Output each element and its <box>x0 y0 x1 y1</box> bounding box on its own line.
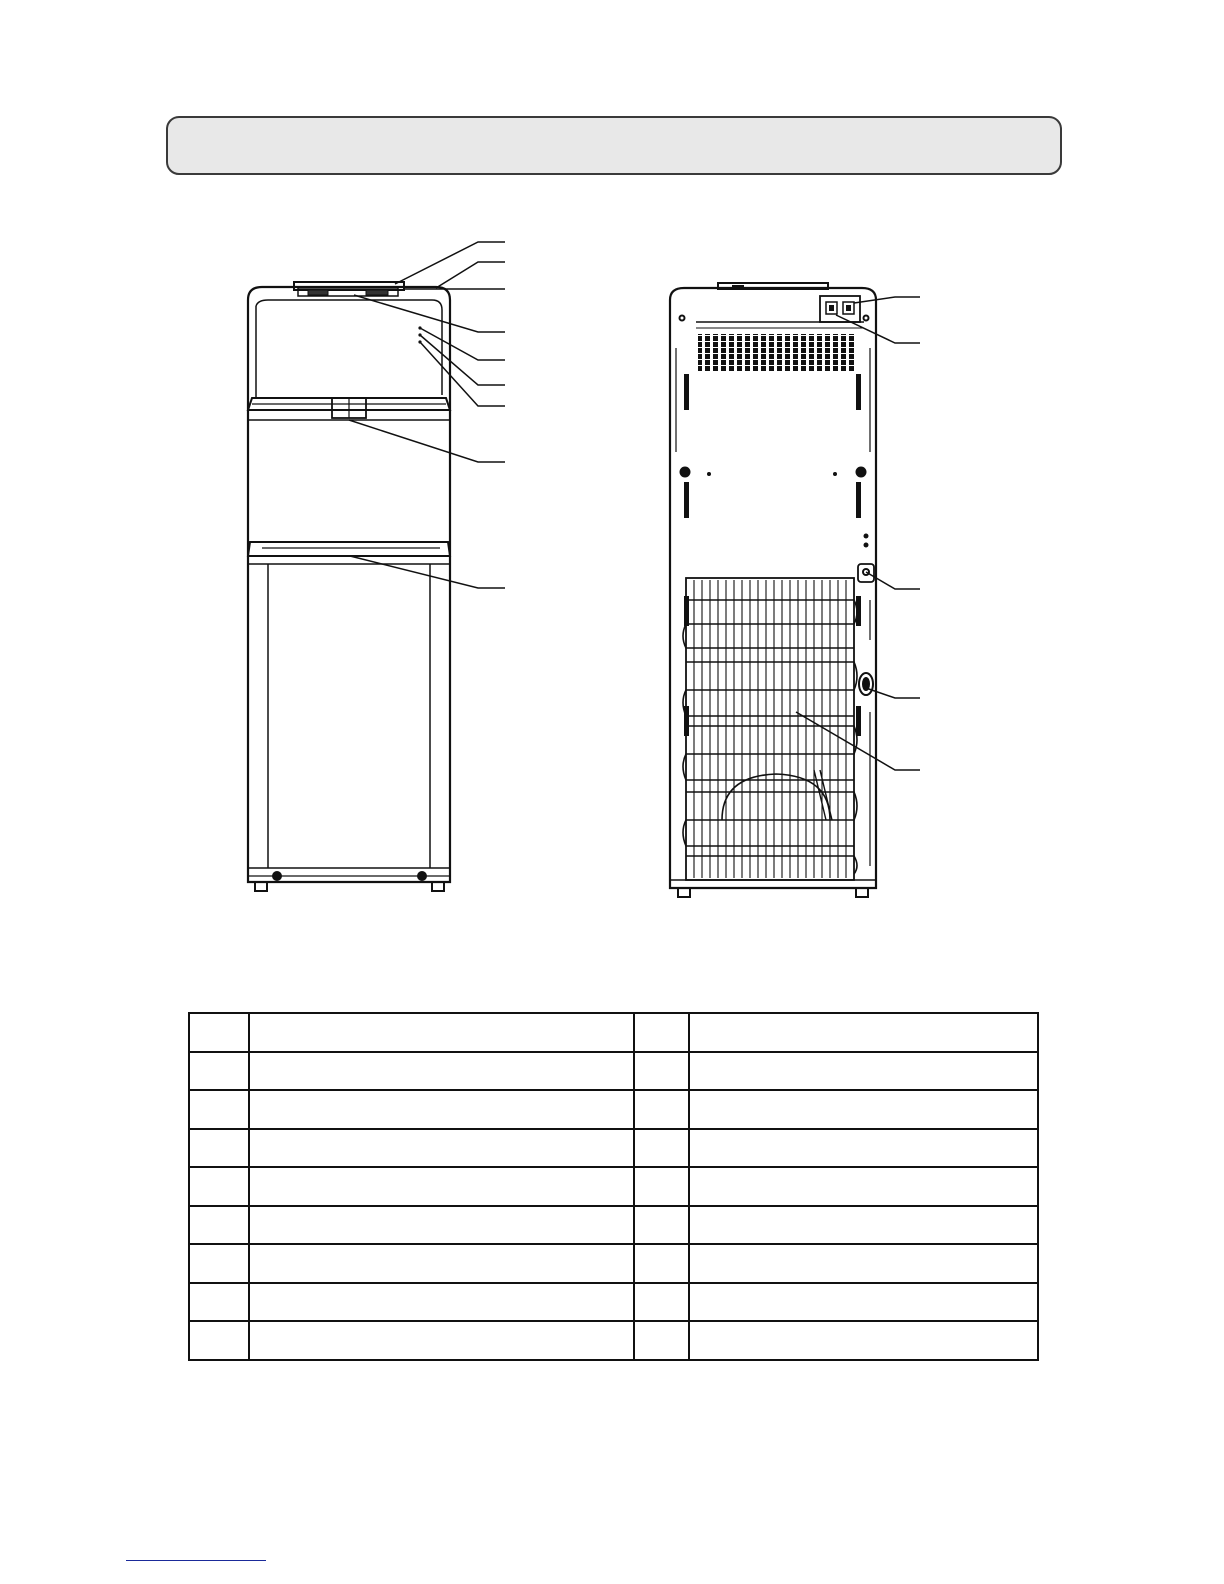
part-number-cell <box>189 1090 249 1129</box>
part-name-cell <box>249 1206 634 1245</box>
table-row <box>189 1090 1038 1129</box>
part-name-cell <box>689 1206 1038 1245</box>
part-name-cell <box>249 1013 634 1052</box>
front-view <box>248 242 505 891</box>
part-name-cell <box>689 1052 1038 1091</box>
part-number-cell <box>189 1321 249 1360</box>
footer-divider <box>126 1560 266 1561</box>
table-row <box>189 1321 1038 1360</box>
part-name-cell <box>249 1167 634 1206</box>
part-number-cell <box>634 1090 689 1129</box>
table-row <box>189 1244 1038 1283</box>
part-name-cell <box>249 1052 634 1091</box>
table-row <box>189 1013 1038 1052</box>
table-row <box>189 1167 1038 1206</box>
part-name-cell <box>249 1090 634 1129</box>
part-number-cell <box>634 1321 689 1360</box>
table-row <box>189 1283 1038 1322</box>
part-number-cell <box>189 1129 249 1168</box>
part-name-cell <box>689 1321 1038 1360</box>
part-number-cell <box>634 1244 689 1283</box>
part-name-cell <box>249 1283 634 1322</box>
part-number-cell <box>189 1013 249 1052</box>
parts-list-table <box>188 1012 1039 1361</box>
part-name-cell <box>689 1129 1038 1168</box>
back-view <box>670 283 920 897</box>
part-number-cell <box>189 1206 249 1245</box>
table-row <box>189 1206 1038 1245</box>
part-number-cell <box>634 1013 689 1052</box>
part-name-cell <box>689 1090 1038 1129</box>
part-number-cell <box>634 1129 689 1168</box>
part-name-cell <box>249 1321 634 1360</box>
table-row <box>189 1129 1038 1168</box>
part-name-cell <box>249 1244 634 1283</box>
part-number-cell <box>634 1283 689 1322</box>
part-name-cell <box>249 1129 634 1168</box>
part-name-cell <box>689 1283 1038 1322</box>
part-name-cell <box>689 1013 1038 1052</box>
part-number-cell <box>189 1244 249 1283</box>
condenser-coil <box>683 580 857 878</box>
part-number-cell <box>189 1052 249 1091</box>
table-row <box>189 1052 1038 1091</box>
part-number-cell <box>189 1283 249 1322</box>
part-number-cell <box>634 1167 689 1206</box>
part-name-cell <box>689 1244 1038 1283</box>
part-number-cell <box>634 1052 689 1091</box>
part-number-cell <box>189 1167 249 1206</box>
part-name-cell <box>689 1167 1038 1206</box>
part-number-cell <box>634 1206 689 1245</box>
